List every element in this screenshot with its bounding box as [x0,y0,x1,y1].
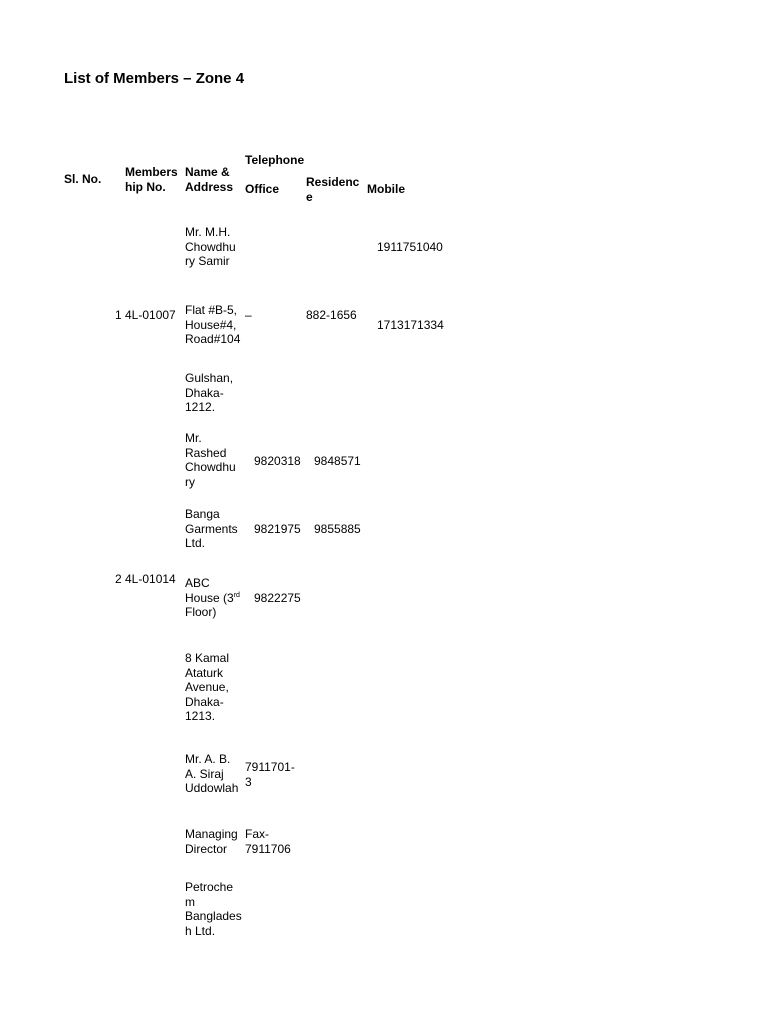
header-sl-no: Sl. No. [64,172,102,186]
member-2-residence-2: 9855885 [314,522,361,536]
member-2-office-1: 9820318 [254,454,301,468]
header-residence: Residenc e [306,175,360,204]
member-3-office-1: 7911701- 3 [245,760,295,789]
member-3-fax: Fax- 7911706 [245,827,291,856]
member-2-office-3: 9822275 [254,591,301,605]
member-2-address-2: 8 Kamal Ataturk Avenue, Dhaka- 1213. [185,651,230,723]
member-2-address-1: ABC House (3rd Floor) [185,576,240,619]
header-office: Office [245,182,280,196]
member-3-title: Managing Director [185,827,238,856]
member-2-membership-no: 4L-01014 [125,572,176,586]
member-2-company: Banga Garments Ltd. [185,507,238,550]
member-1-sl-no: 1 [115,308,122,322]
header-name-address: Name & Address [185,165,234,194]
member-3-company: Petroche m Banglades h Ltd. [185,880,242,938]
header-mobile: Mobile [367,182,405,196]
member-3-name: Mr. A. B. A. Siraj Uddowlah [185,752,239,795]
member-1-address-1: Flat #B-5, House#4, Road#104 [185,303,241,346]
header-telephone: Telephone [245,153,305,167]
member-1-name: Mr. M.H. Chowdhu ry Samir [185,225,236,268]
member-1-address-2: Gulshan, Dhaka- 1212. [185,371,234,414]
member-1-office: – [245,308,252,322]
page-title: List of Members – Zone 4 [64,70,245,87]
member-1-mobile-2: 1713171334 [377,318,444,332]
member-1-mobile-1: 1911751040 [377,240,443,254]
member-2-name: Mr. Rashed Chowdhu ry [185,431,236,489]
member-2-sl-no: 2 [115,572,122,586]
member-2-residence-1: 9848571 [314,454,361,468]
member-2-office-2: 9821975 [254,522,301,536]
member-1-residence: 882-1656 [306,308,357,322]
member-1-membership-no: 4L-01007 [125,308,176,322]
header-membership-no: Members hip No. [125,165,178,194]
